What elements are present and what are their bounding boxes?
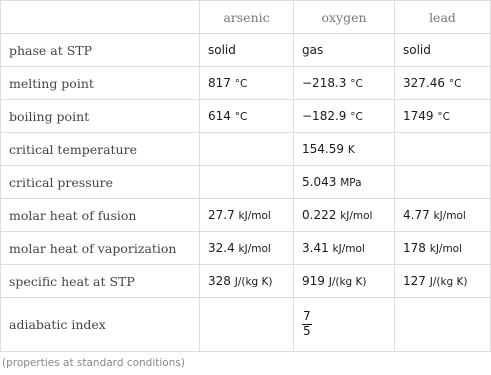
table-cell xyxy=(294,199,395,232)
table-row xyxy=(1,166,491,199)
cell-unit: kJ/mol xyxy=(238,210,271,222)
row-label: melting point xyxy=(1,67,200,100)
table-cell xyxy=(395,298,491,352)
table-cell xyxy=(294,166,395,199)
fraction xyxy=(302,310,312,339)
table-cell xyxy=(294,133,395,166)
table-cell xyxy=(395,67,491,100)
cell-value: 919 xyxy=(302,274,325,288)
footnote: (properties at standard conditions) xyxy=(2,357,185,369)
cell-unit: °C xyxy=(437,111,450,123)
row-label: adiabatic index xyxy=(1,298,200,352)
cell-value: 154.59 xyxy=(302,142,344,156)
cell-unit: J/(kg K) xyxy=(429,276,468,288)
cell-value: 178 xyxy=(403,241,426,255)
table-cell xyxy=(395,199,491,232)
table-cell xyxy=(294,100,395,133)
table-cell xyxy=(294,67,395,100)
cell-value: 127 xyxy=(403,274,426,288)
table-cell xyxy=(395,166,491,199)
row-label: phase at STP xyxy=(1,34,200,67)
cell-unit: J/(kg K) xyxy=(328,276,367,288)
cell-unit: MPa xyxy=(340,177,362,189)
row-label: specific heat at STP xyxy=(1,265,200,298)
table-cell xyxy=(395,232,491,265)
cell-value: solid xyxy=(208,43,236,57)
table-row xyxy=(1,100,491,133)
cell-value: 817 xyxy=(208,76,231,90)
cell-unit: °C xyxy=(234,111,248,123)
table-cell xyxy=(294,298,395,352)
cell-value: gas xyxy=(302,43,324,57)
row-label: critical temperature xyxy=(1,133,200,166)
fraction-denominator: 5 xyxy=(303,324,311,338)
cell-unit: kJ/mol xyxy=(340,210,373,222)
cell-value: 4.77 xyxy=(403,208,430,222)
table-cell xyxy=(294,265,395,298)
table-cell xyxy=(395,133,491,166)
table-cell xyxy=(200,166,294,199)
row-label: critical pressure xyxy=(1,166,200,199)
table-cell xyxy=(200,67,294,100)
cell-value: 32.4 xyxy=(208,241,235,255)
cell-unit: K xyxy=(347,144,355,156)
cell-value: 1749 xyxy=(403,109,434,123)
table-cell xyxy=(200,133,294,166)
table-cell xyxy=(200,199,294,232)
table-row xyxy=(1,199,491,232)
table-cell xyxy=(395,265,491,298)
table-cell xyxy=(200,100,294,133)
cell-unit: kJ/mol xyxy=(433,210,466,222)
column-header-arsenic: arsenic xyxy=(200,1,294,34)
cell-unit: kJ/mol xyxy=(332,243,365,255)
table-row xyxy=(1,67,491,100)
cell-value: −182.9 xyxy=(302,109,347,123)
cell-value: 3.41 xyxy=(302,241,329,255)
table-row xyxy=(1,133,491,166)
corner-cell xyxy=(1,1,200,34)
cell-value: solid xyxy=(403,43,431,57)
cell-unit: °C xyxy=(234,78,248,90)
table-row xyxy=(1,34,491,67)
cell-unit: kJ/mol xyxy=(429,243,463,255)
cell-unit: °C xyxy=(350,78,363,90)
cell-unit: °C xyxy=(350,111,363,123)
cell-value: 327.46 xyxy=(403,76,445,90)
cell-value: 328 xyxy=(208,274,231,288)
cell-value: 5.043 xyxy=(302,175,337,189)
table-cell xyxy=(200,265,294,298)
column-header-oxygen: oxygen xyxy=(294,1,395,34)
cell-value: 614 xyxy=(208,109,231,123)
cell-unit: kJ/mol xyxy=(238,243,271,255)
table-row xyxy=(1,298,491,352)
row-label: molar heat of fusion xyxy=(1,199,200,232)
table-cell xyxy=(200,34,294,67)
table-cell xyxy=(395,100,491,133)
table-row xyxy=(1,265,491,298)
cell-value: 27.7 xyxy=(208,208,235,222)
table-cell xyxy=(200,298,294,352)
row-label: molar heat of vaporization xyxy=(1,232,200,265)
table-row xyxy=(1,232,491,265)
table-cell xyxy=(294,34,395,67)
table-cell xyxy=(294,232,395,265)
cell-value: 0.222 xyxy=(302,208,337,222)
cell-unit: °C xyxy=(448,78,462,90)
header-row xyxy=(1,1,491,34)
cell-unit: J/(kg K) xyxy=(234,276,273,288)
cell-value: −218.3 xyxy=(302,76,347,90)
column-header-lead: lead xyxy=(395,1,491,34)
table-cell xyxy=(200,232,294,265)
fraction-numerator: 7 xyxy=(303,309,311,324)
table-cell xyxy=(395,34,491,67)
row-label: boiling point xyxy=(1,100,200,133)
